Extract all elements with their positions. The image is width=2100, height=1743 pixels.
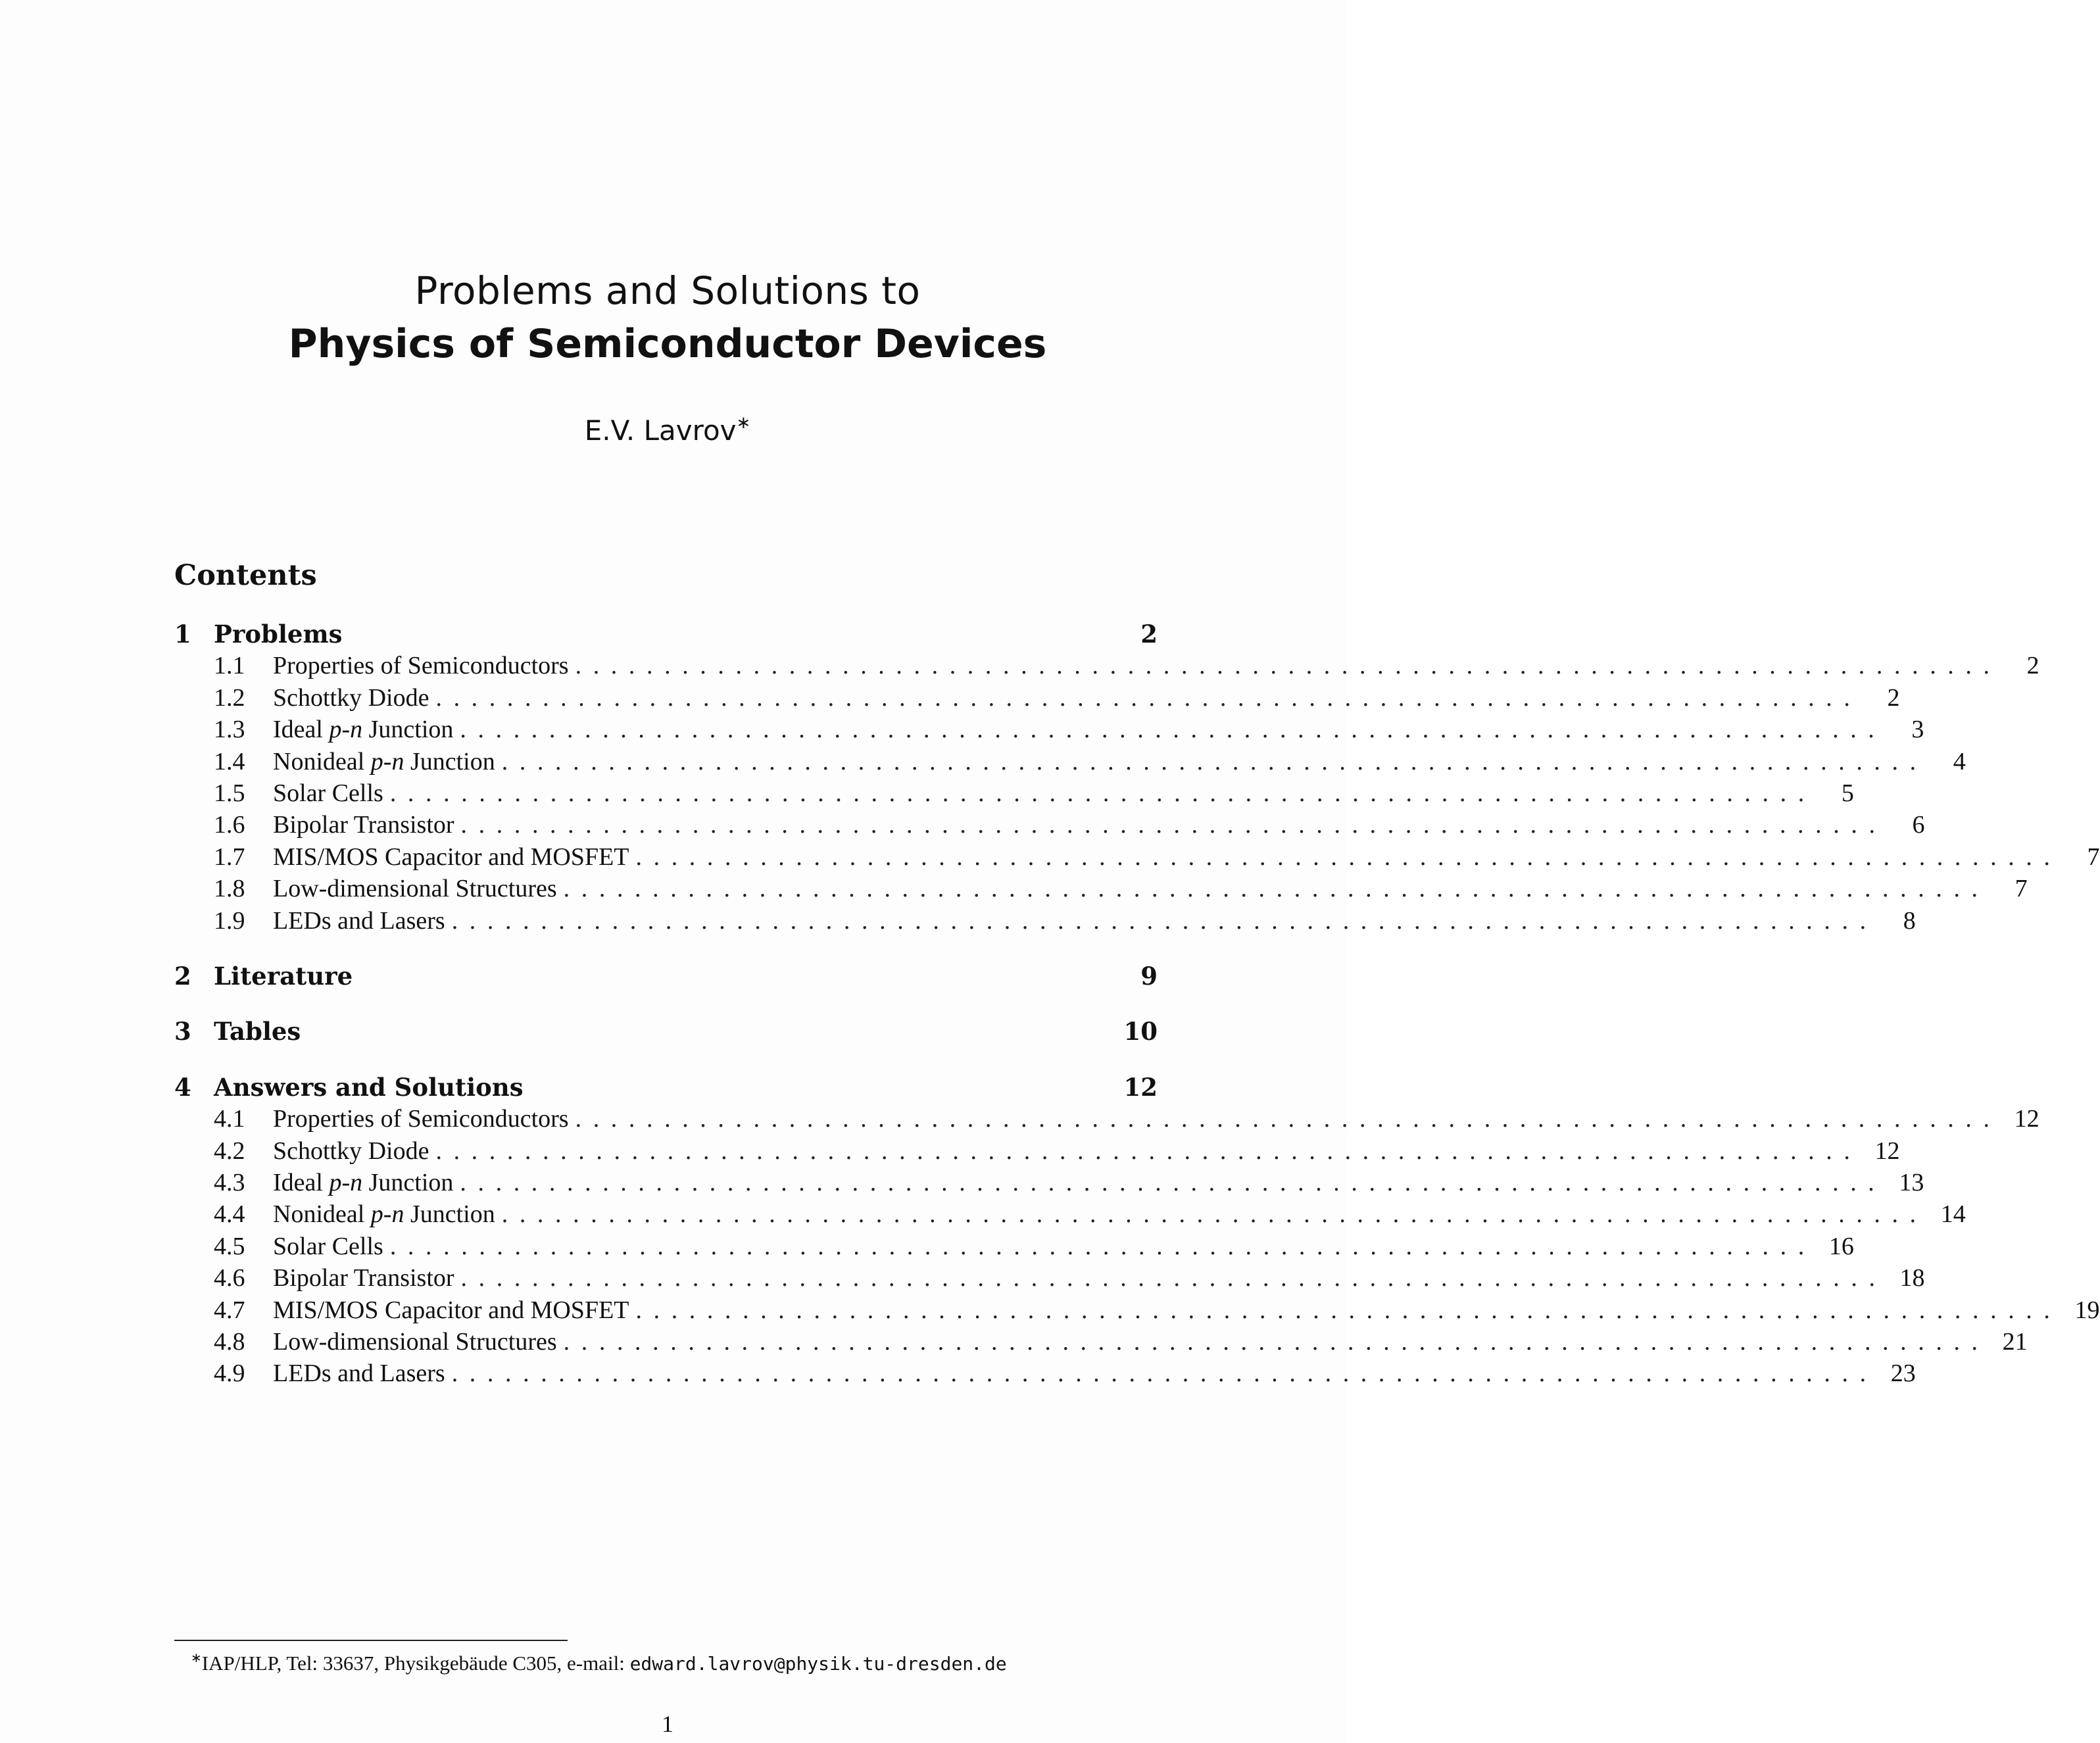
toc-entry-page: 12 <box>1123 1072 1158 1102</box>
toc-dot-leader: ................................................................................ <box>460 716 1886 744</box>
toc-section-row[interactable] <box>174 651 2039 684</box>
toc-dot-leader: ................................................................................ <box>563 1328 1990 1356</box>
toc-entry-number: 1.6 <box>214 811 245 839</box>
toc-dot-leader: ................................................................................ <box>460 1169 1886 1196</box>
toc-section-row[interactable] <box>174 1137 1900 1169</box>
toc-entry-number: 4.2 <box>214 1137 245 1165</box>
toc-entry-page: 2 <box>1140 620 1158 649</box>
toc-entry-title: LEDs and Lasers <box>273 1360 445 1388</box>
toc-entry-title-post: Junction <box>362 1169 454 1196</box>
toc-entry-number: 4.5 <box>214 1232 245 1260</box>
toc-entry-page: 3 <box>1911 716 1924 744</box>
toc-dot-leader: ................................................................................ <box>389 779 1816 807</box>
toc-entry-title: Low-dimensional Structures <box>273 1328 557 1356</box>
toc-dot-leader: ................................................................................ <box>501 747 1928 775</box>
toc-entry-title: Problems <box>214 620 343 649</box>
toc-entry-number: 1 <box>174 620 191 649</box>
toc-entry-title <box>273 747 502 776</box>
toc-dot-leader: ................................................................................ <box>451 906 1878 935</box>
toc-entry-title: MIS/MOS Capacitor and MOSFET <box>273 843 629 871</box>
author <box>0 413 1335 447</box>
toc-entry-title-italic: p-n <box>370 747 404 775</box>
toc-dot-leader: ................................................................................ <box>635 843 2062 871</box>
toc-entry-number: 4.9 <box>214 1360 245 1388</box>
toc-entry-title-pre: Ideal <box>273 1169 330 1196</box>
toc-entry-title-pre: Nonideal <box>273 1200 371 1229</box>
toc-chapter-row[interactable] <box>174 962 1158 994</box>
toc-section-row[interactable] <box>174 1104 2039 1137</box>
toc-entry-title: Properties of Semiconductors <box>273 1105 569 1133</box>
toc-entry-page: 6 <box>1912 811 1925 839</box>
footnote-email[interactable]: edward.lavrov@physik.tu-dresden.de <box>629 1653 1007 1675</box>
toc-entry-page: 21 <box>2002 1328 2028 1356</box>
toc-dot-leader: ................................................................................ <box>435 683 1862 712</box>
footnote-mark: ∗ <box>191 1651 202 1665</box>
toc-entry-number: 1.9 <box>214 906 245 935</box>
toc-section-row[interactable] <box>174 683 1900 716</box>
toc-entry-title-pre: Ideal <box>273 716 330 744</box>
toc-entry-number: 4.8 <box>214 1328 245 1356</box>
toc-section-row[interactable] <box>174 715 1924 748</box>
toc-entry-number: 3 <box>174 1017 191 1046</box>
toc-entry-number: 4.7 <box>214 1296 245 1324</box>
contents-heading: Contents <box>174 559 317 592</box>
toc-section-row[interactable] <box>174 1264 1925 1296</box>
toc-entry-title: Low-dimensional Structures <box>273 875 557 903</box>
toc-entry-number: 4.4 <box>214 1200 245 1229</box>
toc-entry-title: Bipolar Transistor <box>273 1264 454 1292</box>
toc-entry-title: Bipolar Transistor <box>273 811 454 839</box>
toc-entry-page: 9 <box>1140 962 1158 991</box>
document-title-line1: Problems and Solutions to <box>414 268 921 313</box>
toc-dot-leader: ................................................................................ <box>389 1232 1816 1260</box>
toc-entry-number: 1.7 <box>214 843 245 871</box>
toc-section-row[interactable] <box>174 1296 2100 1329</box>
toc-section-row[interactable] <box>174 1168 1924 1201</box>
author-name: E.V. Lavrov <box>584 414 737 447</box>
toc-entry-title: LEDs and Lasers <box>273 906 445 935</box>
toc-entry-page: 13 <box>1899 1169 1924 1196</box>
toc-entry-title <box>273 1200 502 1229</box>
toc-entry-title: Answers and Solutions <box>214 1072 524 1102</box>
toc-entry-number: 1.5 <box>214 779 245 807</box>
toc-entry-title <box>273 715 460 744</box>
toc-section-row[interactable] <box>174 779 1854 812</box>
toc-entry-page: 5 <box>1841 779 1854 807</box>
toc-entry-page: 7 <box>2015 875 2028 903</box>
footnote <box>191 1650 1007 1675</box>
toc-entry-number: 4.3 <box>214 1169 245 1196</box>
toc-section-row[interactable] <box>174 874 2028 907</box>
toc-entry-page: 4 <box>1953 747 1966 775</box>
toc-section-row[interactable] <box>174 1232 1854 1265</box>
toc-entry-title: Properties of Semiconductors <box>273 652 569 680</box>
toc-entry-number: 1.1 <box>214 652 245 680</box>
toc-entry-page: 7 <box>2087 843 2100 871</box>
toc-entry-number: 1.2 <box>214 683 245 712</box>
toc-entry-title-italic: p-n <box>370 1200 404 1229</box>
toc-entry-page: 18 <box>1899 1264 1925 1292</box>
toc-entry-number: 1.4 <box>214 747 245 775</box>
toc-chapter-row[interactable] <box>174 1073 1158 1106</box>
toc-entry-page: 2 <box>1887 683 1900 712</box>
toc-dot-leader: ................................................................................ <box>635 1296 2062 1324</box>
toc-entry-title-italic: p-n <box>329 1169 363 1196</box>
toc-dot-leader: ................................................................................ <box>460 811 1887 839</box>
toc-entry-title-post: Junction <box>404 1200 495 1229</box>
toc-entry-title: Literature <box>214 962 353 991</box>
toc-entry-number: 4.6 <box>214 1264 245 1292</box>
toc-entry-page: 8 <box>1903 906 1916 935</box>
toc-dot-leader: ................................................................................ <box>451 1360 1878 1388</box>
toc-dot-leader: ................................................................................ <box>563 875 1990 903</box>
toc-chapter-row[interactable] <box>174 1017 1158 1050</box>
toc-entry-number: 2 <box>174 962 191 991</box>
toc-entry-number: 4.1 <box>214 1105 245 1133</box>
toc-entry-title: MIS/MOS Capacitor and MOSFET <box>273 1296 629 1324</box>
toc-entry-number: 4 <box>174 1072 191 1102</box>
toc-entry-page: 19 <box>2074 1296 2100 1324</box>
toc-dot-leader: ................................................................................ <box>435 1137 1862 1165</box>
toc-entry-title: Tables <box>214 1017 301 1046</box>
toc-entry-title-italic: p-n <box>329 716 363 744</box>
toc-section-row[interactable] <box>174 1359 1916 1392</box>
toc-section-row[interactable] <box>174 810 1925 843</box>
toc-entry-page: 12 <box>2014 1105 2039 1133</box>
toc-entry-title: Schottky Diode <box>273 1137 429 1165</box>
toc-dot-leader: ................................................................................ <box>575 1105 2001 1133</box>
toc-entry-title: Solar Cells <box>273 779 383 807</box>
author-footnote-mark: ∗ <box>736 413 751 433</box>
page-number: 1 <box>662 1711 673 1737</box>
toc-entry-number: 1.8 <box>214 875 245 903</box>
toc-section-row[interactable] <box>174 906 1916 939</box>
toc-entry-page: 23 <box>1890 1360 1916 1388</box>
footnote-text: IAP/HLP, Tel: 33637, Physikgebäude C305, e-mail: <box>201 1652 630 1675</box>
toc-entry-page: 12 <box>1874 1137 1900 1165</box>
toc-entry-title: Schottky Diode <box>273 683 429 712</box>
toc-section-row[interactable] <box>174 747 1966 780</box>
toc-entry-page: 2 <box>2026 652 2039 680</box>
footnote-divider <box>174 1640 568 1641</box>
toc-entry-title: Solar Cells <box>273 1232 383 1260</box>
toc-dot-leader: ................................................................................ <box>501 1200 1928 1229</box>
toc-entry-page: 14 <box>1940 1200 1966 1229</box>
toc-entry-page: 16 <box>1828 1232 1854 1260</box>
toc-dot-leader: ................................................................................ <box>460 1264 1887 1292</box>
toc-section-row[interactable] <box>174 1200 1966 1233</box>
toc-entry-number: 1.3 <box>214 716 245 744</box>
toc-section-row[interactable] <box>174 1327 2028 1360</box>
toc-entry-page: 10 <box>1123 1017 1158 1046</box>
toc-chapter-row[interactable] <box>174 620 1158 652</box>
toc-entry-title-post: Junction <box>362 716 454 744</box>
toc-entry-title <box>273 1168 460 1197</box>
document-title-line2: Physics of Semiconductor Devices <box>288 321 1047 367</box>
toc-dot-leader: ................................................................................ <box>575 652 2001 680</box>
toc-entry-title-post: Junction <box>404 747 495 775</box>
toc-section-row[interactable] <box>174 843 2100 875</box>
toc-entry-title-pre: Nonideal <box>273 747 371 775</box>
